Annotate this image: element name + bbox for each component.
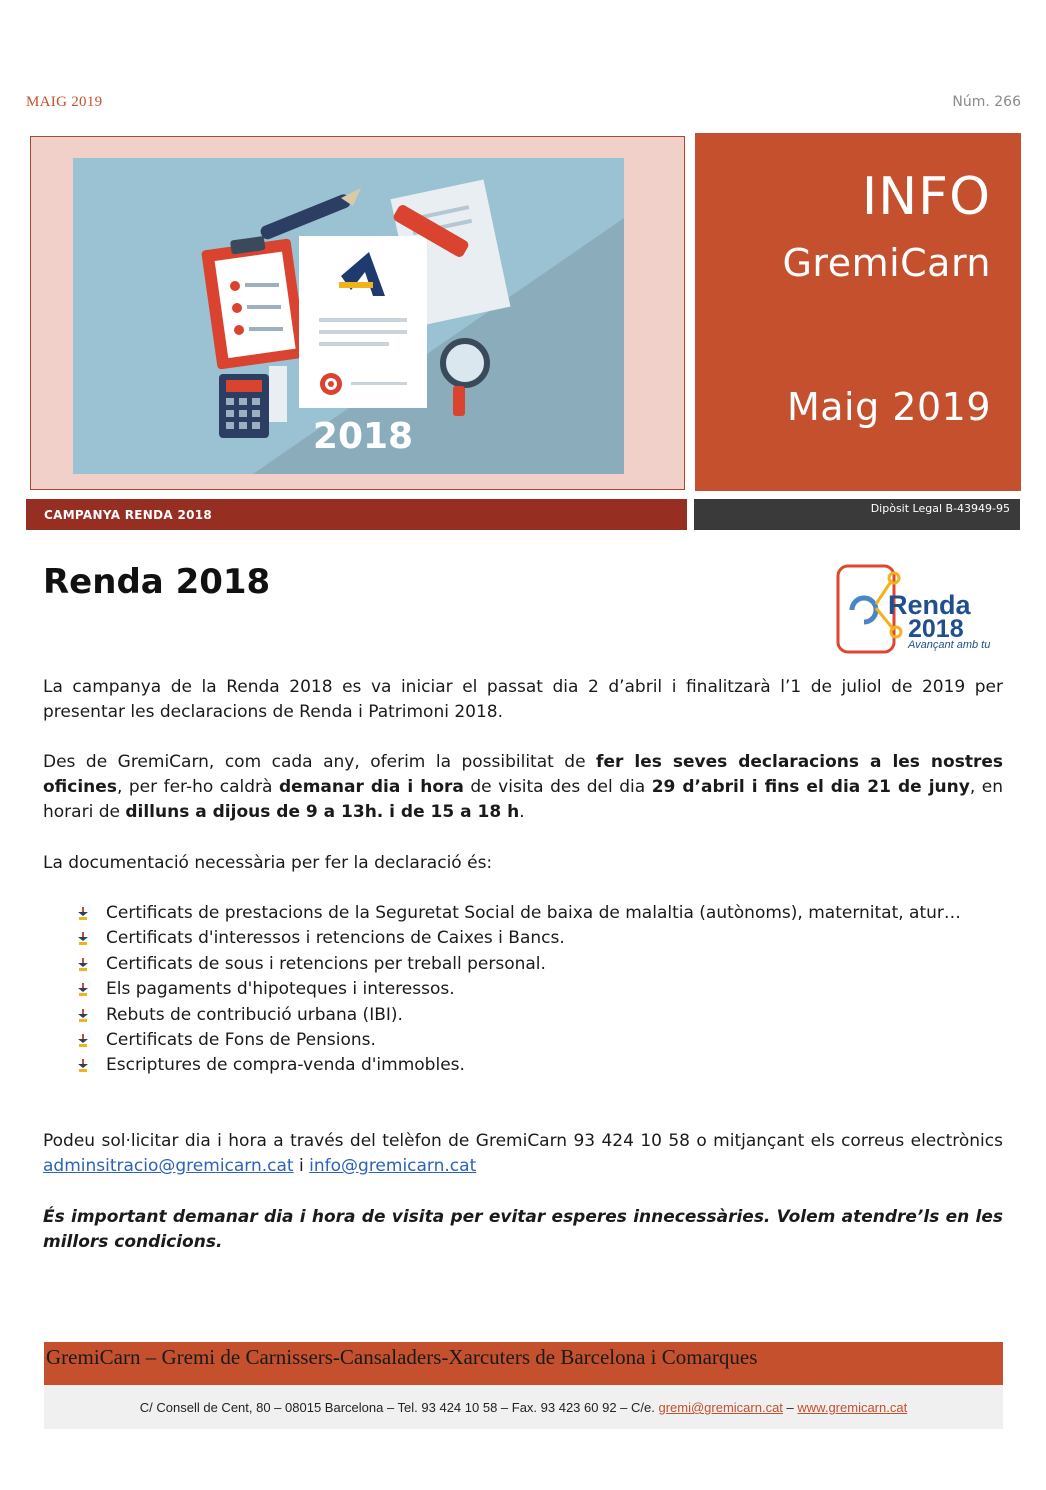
info-title: INFO (861, 167, 991, 227)
contact-paragraph: Podeu sol·licitar dia i hora a través del telèfon de GremiCarn 93 424 10 58 o mitjançant els correus electrònics adminsitracio@gremicarn.cat i info@gremicarn.cat (43, 1131, 1003, 1176)
documents-list (76, 901, 961, 1079)
calculator-icon (219, 374, 269, 438)
documentation-intro: La documentació necessària per fer la declaració és: (43, 853, 493, 873)
list-item: Certificats de Fons de Pensions. (76, 1028, 961, 1053)
legal-deposit: Dipòsit Legal B-43949-95 (870, 502, 1010, 515)
header-month: MAIG 2019 (26, 94, 103, 110)
info-email-link[interactable]: info@gremicarn.cat (309, 1156, 477, 1176)
info-box (695, 133, 1021, 491)
footer-band (44, 1342, 1003, 1385)
intro-paragraph: La campanya de la Renda 2018 es va iniciar el passat dia 2 d’abril i finalitzarà l’1 de juliol de 2019 per presentar les declaracions de Renda i Patrimoni 2018. (43, 677, 1003, 722)
arrow-bullet-icon (76, 1059, 90, 1073)
legal-bar (694, 499, 1020, 530)
info-subtitle: GremiCarn (782, 241, 991, 285)
admin-email-link[interactable]: adminsitracio@gremicarn.cat (43, 1156, 294, 1176)
list-item: Rebuts de contribució urbana (IBI). (76, 1003, 961, 1028)
footer-web-link[interactable]: www.gremicarn.cat (797, 1400, 908, 1415)
renda-logo (832, 564, 1010, 654)
list-item: Escriptures de compra-venda d'immobles. (76, 1053, 961, 1078)
footer-org-name: GremiCarn – Gremi de Carnissers-Cansaladers-Xarcuters de Barcelona i Comarques (46, 1345, 758, 1369)
arrow-bullet-icon (76, 958, 90, 972)
list-item: Certificats d'interessos i retencions de Caixes i Bancs. (76, 926, 961, 951)
important-note: És important demanar dia i hora de visita per evitar esperes innecessàries. Volem atendre’ls en les millors condicions. (43, 1207, 1003, 1252)
tax-document-icon (299, 236, 427, 408)
footer-address-bar: C/ Consell de Cent, 80 – 08015 Barcelona – Tel. 93 424 10 58 – Fax. 93 423 60 92 – C/e. gremi@gremicarn.cat – www.gremicarn.cat (44, 1385, 1003, 1429)
section-label: CAMPANYA RENDA 2018 (44, 508, 213, 522)
info-date: Maig 2019 (786, 385, 991, 429)
tax-campaign-illustration (73, 158, 624, 474)
logo-word: Renda (888, 590, 971, 620)
arrow-bullet-icon (76, 907, 90, 921)
arrow-bullet-icon (76, 983, 90, 997)
header-issue-number: Núm. 266 (952, 94, 1021, 110)
section-bar (26, 499, 687, 530)
footer-address: C/ Consell de Cent, 80 – 08015 Barcelona – Tel. 93 424 10 58 – Fax. 93 423 60 92 – C/e. (139, 1400, 659, 1415)
logo-year: 2018 (908, 615, 964, 643)
list-item: Els pagaments d'hipoteques i interessos. (76, 977, 961, 1002)
clipboard-icon (201, 236, 307, 370)
page-title: Renda 2018 (43, 562, 271, 602)
arrow-bullet-icon (76, 1009, 90, 1023)
hero-year-label: 2018 (312, 416, 414, 457)
list-item: Certificats de sous i retencions per treball personal. (76, 952, 961, 977)
logo-tagline: Avançant amb tu (908, 639, 991, 651)
arrow-bullet-icon (76, 932, 90, 946)
arrow-bullet-icon (76, 1034, 90, 1048)
list-item: Certificats de prestacions de la Seguretat Social de baixa de malaltia (autònoms), maternitat, atur… (76, 901, 961, 926)
service-paragraph: Des de GremiCarn, com cada any, oferim la possibilitat de fer les seves declaracions a les nostres oficines, per fer-ho caldrà demanar dia i hora de visita des del dia 29 d’abril i fins el dia 21 de juny, en horari de dilluns a dijous de 9 a 13h. i de 15 a 18 h. (43, 752, 1003, 822)
footer-email-link[interactable]: gremi@gremicarn.cat (658, 1400, 783, 1415)
